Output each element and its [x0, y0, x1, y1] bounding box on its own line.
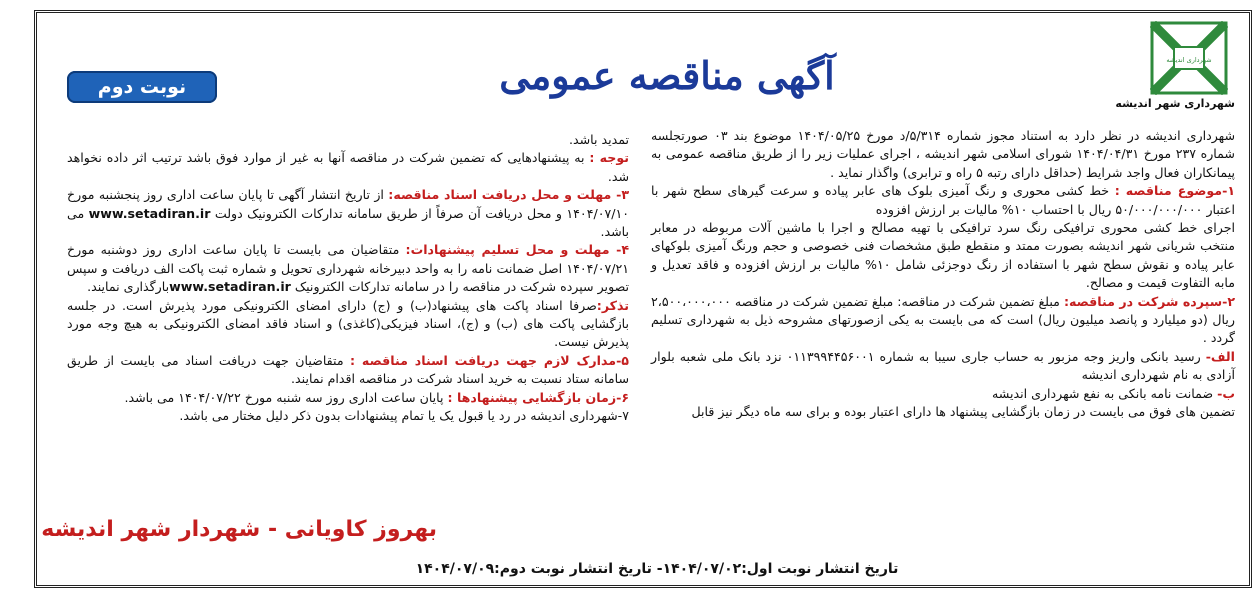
section-1 — [651, 182, 1235, 219]
section-1-detail: اجرای خط کشی محوری ترافیکی رنگ سرد ترافیکی با تهیه مصالح و اجرا با ماشین آلات مربوطه در معابر منتخب شریانی شهر اندیشه بصورت ممتد و منقطع طبق مشخصات فنی خصوصی و حجم ورنگ آمیزی بلوکهای عابر پیاده و نقوش سطح شهر با استفاده از رنگ دوجزئی شامل ۱۰% مالیات بر ارزش افزوده و فاقد تعدیل و مابه التفاوت قیمت و مصالح. — [651, 220, 1235, 291]
section-6-text: پایان ساعت اداری روز سه شنبه مورخ ۱۴۰۴/۰۷/۲۲ می باشد. — [124, 389, 448, 405]
continuation-text: تمدید باشد. — [568, 132, 629, 147]
section-5 — [67, 352, 629, 389]
section-2 — [651, 293, 1235, 348]
option-alef-text: رسید بانکی واریز وجه مزبور به حساب جاری سیبا به شماره ۰۱۱۳۹۹۴۴۵۶۰۰۱ نزد بانک ملی شعبه بلوار آزادی به نام شهرداری اندیشه — [651, 348, 1235, 383]
section-6 — [67, 389, 629, 407]
setadiran-link-2[interactable]: www.setadiran.ir — [169, 279, 291, 295]
setadiran-link-1[interactable]: www.setadiran.ir — [88, 205, 211, 221]
option-be-text: ضمانت نامه بانکی به نفع شهرداری اندیشه — [991, 385, 1218, 401]
section-4 — [67, 241, 629, 296]
section-5-title: ۵-مدارک لازم جهت دریافت اسناد مناقصه : — [350, 352, 629, 368]
note-title: توجه : — [589, 150, 629, 166]
section-2-text: مبلغ تضمین شرکت در مناقصه: مبلغ تضمین شرکت در مناقصه ۲،۵۰۰،۰۰۰،۰۰۰ ریال (دو میلیارد و پانصد میلیون ریال) است که می بایست به یکی ازصورتهای مشروحه ذیل به شهرداری تسلیم گردد . — [651, 293, 1235, 346]
note-text: به پیشنهادهایی که تضمین شرکت در مناقصه آنها به غیر از موارد فوق باشد ترتیب اثر داده نخواهد شد. — [67, 150, 629, 184]
guarantee-text: تضمین های فوق می بایست در زمان بازگشایی پیشنهاد ها دارای اعتبار بوده و برای سه ماه دیگر نیز قابل — [691, 404, 1235, 420]
option-alef — [651, 348, 1235, 385]
note — [67, 149, 629, 186]
section-4-title: ۴- مهلت و محل تسلیم پیشنهادات: — [405, 242, 629, 258]
section-7: ۷-شهرداری اندیشه در رد یا قبول یک یا تمام پیشنهادات بدون ذکر دلیل مختار می باشد. — [179, 408, 629, 424]
section-5-text: متقاضیان جهت دریافت اسناد می بایست از طریق سامانه ستاد نسبت به خرید اسناد شرکت در مناقصه اقدام نمایند. — [67, 352, 629, 387]
logo-caption: شهرداری شهر اندیشه — [1115, 97, 1235, 110]
section-3-text: از تاریخ انتشار آگهی تا پایان ساعت اداری روز پنجشنبه مورخ ۱۴۰۴/۰۷/۱۰ و محل دریافت آن صرفاً از طریق سامانه تدارکات الکترونیک دولت — [67, 187, 630, 221]
right-column — [651, 127, 1235, 422]
ad-frame — [34, 10, 1252, 588]
reminder-text: صرفا اسناد پاکت های پیشنهاد(ب) و (ج) دارای امضای الکترونیکی مورد پذیرش است. در جلسه بازگشایی پاکت های (ب) و (ج)، اسناد فیزیکی(کاغذی) و اسناد فاقد امضای الکترونیکی به هیچ وجه مورد پذیرش نیست. — [67, 297, 629, 350]
edition-badge: نوبت دوم — [67, 71, 217, 103]
signature: بهروز کاویانی - شهردار شهر اندیشه — [41, 517, 437, 542]
page-title: آگهی مناقصه عمومی — [499, 53, 835, 98]
left-column — [67, 131, 629, 426]
option-be-title: ب- — [1217, 385, 1235, 401]
section-2-title: ۲-سپرده شرکت در مناقصه: — [1063, 293, 1235, 309]
logo-seal-text: شهرداری اندیشه — [1166, 56, 1212, 64]
section-3 — [67, 186, 629, 241]
municipality-logo — [1115, 21, 1235, 119]
publication-dates: تاریخ انتشار نوبت اول:۱۴۰۴/۰۷/۰۲- تاریخ انتشار نوبت دوم:۱۴۰۴/۰۷/۰۹ — [415, 561, 899, 577]
municipality-emblem-icon — [1150, 21, 1228, 95]
section-6-title: ۶-زمان بازگشایی پیشنهادها : — [447, 389, 629, 405]
section-3-end: می باشد. — [67, 205, 629, 240]
option-be — [651, 385, 1235, 403]
section-1-text: خط کشی محوری و رنگ آمیزی بلوک های عابر پیاده و سرعت گیرهای سطح شهر با اعتبار ۵۰/۰۰۰/۰۰۰/۰۰۰ ریال با احتساب ۱۰% مالیات بر ارزش افزوده — [651, 183, 1235, 217]
reminder — [67, 297, 629, 352]
reminder-title: تذکر: — [596, 297, 629, 313]
section-4-end: بارگذاری نمایند. — [87, 279, 170, 295]
section-3-title: ۳- مهلت و محل دریافت اسناد مناقصه: — [388, 187, 630, 203]
option-alef-title: الف- — [1205, 348, 1235, 364]
intro-text: شهرداری اندیشه در نظر دارد به استناد مجوز شماره ۵/۳۱۴/د مورخ ۱۴۰۴/۰۵/۲۵ موضوع بند ۰۳ صورتجلسه شماره ۲۳۷ مورخ ۱۴۰۴/۰۴/۳۱ شورای اسلامی شهر اندیشه ، اجرای عملیات زیر را از طریق مناقصه عمومی به پیمانکاران فعال واجد شرایط (حداقل دارای رتبه ۵ راه و ترابری) واگذار نماید . — [651, 128, 1235, 180]
section-1-title: ۱-موضوع مناقصه : — [1114, 183, 1236, 199]
section-4-text: متقاضیان می بایست تا پایان ساعت اداری روز دوشنبه مورخ ۱۴۰۴/۰۷/۲۱ اصل ضمانت نامه را به واحد دبیرخانه شهرداری تحویل و شماره ثبت پاکت الف دریافت و سپس تصویر سپرده شرکت در مناقصه را در سامانه تدارکات الکترونیک — [67, 242, 629, 295]
